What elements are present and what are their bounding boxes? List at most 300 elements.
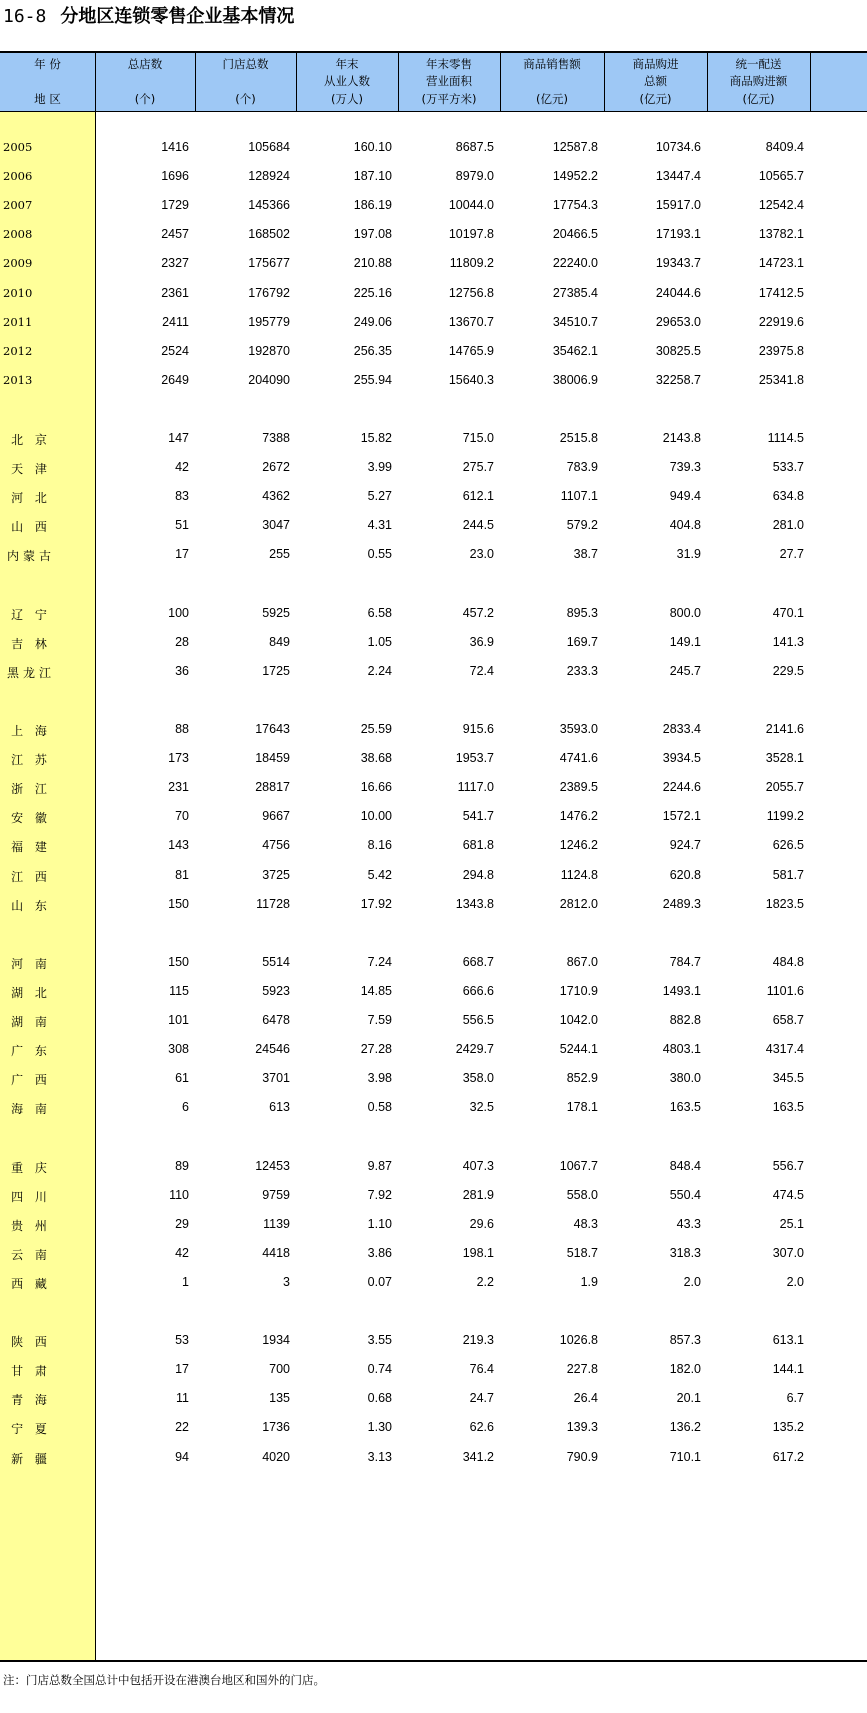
table-cell: 4020: [262, 1449, 290, 1464]
table-cell: 22: [175, 1420, 189, 1435]
table-row: [0, 660, 867, 684]
table-cell: 1.05: [367, 634, 392, 649]
table-cell: 4741.6: [559, 751, 598, 766]
table-cell: 6478: [262, 1013, 290, 1027]
table-cell: 2833.4: [662, 722, 701, 736]
table-row: [0, 514, 867, 538]
table-cell: 19343.7: [655, 256, 701, 271]
table-cell: 32.5: [469, 1100, 494, 1115]
table-cell: 210.88: [353, 256, 392, 271]
region-label: 四 川: [11, 1189, 51, 1204]
table-cell: 42: [175, 1245, 189, 1260]
table-row: [0, 834, 867, 858]
table-cell: 256.35: [353, 343, 392, 358]
region-label: 西 藏: [11, 1276, 51, 1291]
table-cell: 852.9: [566, 1071, 598, 1086]
table-cell: 14723.1: [758, 256, 804, 271]
table-cell: 187.10: [353, 169, 392, 184]
table-cell: 10197.8: [448, 227, 494, 242]
table-cell: 3934.5: [662, 751, 701, 766]
table-cell: 658.7: [772, 1013, 804, 1027]
table-cell: 30825.5: [655, 343, 701, 358]
header-cell: [707, 53, 810, 111]
header-unit-text: (亿元): [742, 92, 775, 106]
table-cell: 3593.0: [559, 722, 598, 736]
table-cell: 739.3: [669, 460, 701, 475]
table-cell: 3.55: [367, 1333, 392, 1348]
table-cell: 147: [168, 431, 189, 445]
table-cell: 2244.6: [662, 780, 701, 795]
table-cell: 139.3: [566, 1420, 598, 1435]
table-cell: 32258.7: [655, 372, 701, 387]
table-cell: 51: [175, 518, 189, 533]
table-row: [0, 194, 867, 218]
table-cell: 5923: [262, 983, 290, 998]
table-cell: 22919.6: [758, 314, 804, 329]
table-cell: 70: [175, 809, 189, 824]
table-cell: 12453: [255, 1158, 290, 1173]
table-cell: 76.4: [469, 1362, 494, 1377]
table-cell: 15640.3: [448, 372, 494, 387]
table-cell: 22240.0: [552, 256, 598, 271]
region-label: 海 南: [11, 1102, 51, 1117]
table-cell: 7388: [262, 431, 290, 445]
table-cell: 72.4: [469, 663, 494, 678]
table-cell: 1572.1: [662, 809, 701, 824]
table-cell: 15.82: [360, 431, 392, 445]
table-cell: 1026.8: [559, 1333, 598, 1348]
header-unit-text: (个): [235, 92, 256, 106]
table-cell: 6.7: [786, 1391, 804, 1406]
table-cell: 2812.0: [559, 896, 598, 911]
table-cell: 195779: [248, 314, 290, 329]
table-cell: 2.24: [367, 663, 392, 678]
table-cell: 4756: [262, 838, 290, 853]
table-cell: 2524: [161, 343, 189, 358]
table-cell: 163.5: [669, 1100, 701, 1115]
column-divider: [195, 53, 196, 111]
table-cell: 2515.8: [559, 431, 598, 445]
header-mid-text: 总额: [644, 74, 667, 88]
table-cell: 145366: [248, 198, 290, 213]
table-row: [0, 951, 867, 975]
table-cell: 233.3: [566, 663, 598, 678]
table-cell: 10734.6: [655, 140, 701, 154]
table-cell: 484.8: [772, 954, 804, 969]
table-cell: 700: [269, 1362, 290, 1377]
table-cell: 186.19: [353, 198, 392, 213]
table-cell: 62.6: [469, 1420, 494, 1435]
table-cell: 105684: [248, 140, 290, 154]
table-row: [0, 165, 867, 189]
table-cell: 613: [269, 1100, 290, 1115]
year-label: 2010: [3, 285, 33, 300]
table-cell: 255.94: [353, 372, 392, 387]
table-cell: 882.8: [669, 1013, 701, 1027]
table-row: [0, 1096, 867, 1120]
table-cell: 135: [269, 1391, 290, 1406]
table-cell: 318.3: [669, 1245, 701, 1260]
table-cell: 783.9: [566, 460, 598, 475]
table-cell: 182.0: [669, 1362, 701, 1377]
table-cell: 2.0: [683, 1274, 701, 1289]
table-cell: 16.66: [360, 780, 392, 795]
table-cell: 38006.9: [552, 372, 598, 387]
table-cell: 848.4: [669, 1158, 701, 1173]
region-label: 北 京: [11, 433, 51, 447]
table-cell: 169.7: [566, 634, 598, 649]
table-cell: 3701: [262, 1071, 290, 1086]
table-cell: 25.1: [779, 1216, 804, 1231]
table-cell: 160.10: [353, 140, 392, 154]
year-label: 2007: [3, 198, 33, 213]
table-cell: 2411: [162, 314, 189, 329]
table-row: [0, 1184, 867, 1208]
table-cell: 470.1: [772, 605, 804, 620]
table-cell: 2.2: [476, 1274, 494, 1289]
header-top-text: 商品购进: [632, 57, 679, 71]
table-cell: 245.7: [669, 663, 701, 678]
table-cell: 17754.3: [552, 198, 598, 213]
table-cell: 255: [269, 547, 290, 562]
table-cell: 27.7: [779, 547, 804, 562]
table-cell: 2389.5: [559, 780, 598, 795]
table-cell: 168502: [248, 227, 290, 242]
table-cell: 1416: [161, 140, 189, 154]
header-cell: [296, 53, 398, 111]
table-cell: 1.30: [367, 1420, 392, 1435]
table-cell: 38.7: [573, 547, 598, 562]
header-region-label: 地 区: [34, 92, 61, 106]
table-cell: 3.13: [367, 1449, 392, 1464]
region-label: 湖 南: [11, 1015, 51, 1029]
table-row: [0, 282, 867, 306]
region-label: 甘 肃: [11, 1364, 51, 1379]
table-cell: 0.68: [367, 1391, 392, 1406]
table-cell: 1725: [262, 663, 290, 678]
table-cell: 581.7: [772, 867, 804, 882]
header-cell: [500, 53, 604, 111]
table-cell: 558.0: [566, 1187, 598, 1202]
table-cell: 1343.8: [455, 896, 494, 911]
table-cell: 579.2: [566, 518, 598, 533]
column-divider: [707, 53, 708, 111]
table-cell: 231: [168, 780, 189, 795]
table-cell: 5244.1: [559, 1042, 598, 1057]
table-cell: 8687.5: [455, 140, 494, 154]
table-title: 分地区连锁零售企业基本情况: [60, 6, 295, 27]
table-cell: 867.0: [566, 954, 598, 969]
table-row: [0, 1329, 867, 1353]
table-cell: 10.00: [360, 809, 392, 824]
table-cell: 6: [182, 1100, 189, 1115]
table-row: [0, 1213, 867, 1237]
table-cell: 163.5: [772, 1100, 804, 1115]
footnote: 注：门店总数全国总计中包括开设在港澳台地区和国外的门店。: [3, 1673, 325, 1687]
region-label: 广 西: [11, 1073, 51, 1088]
table-cell: 924.7: [669, 838, 701, 853]
table-number: 16-8: [3, 6, 47, 27]
header-top-text: 统一配送: [735, 57, 782, 71]
table-cell: 24.7: [469, 1391, 494, 1406]
table-cell: 176792: [248, 285, 290, 300]
region-label: 河 南: [11, 956, 51, 971]
table-cell: 9667: [262, 809, 290, 824]
page-title: [3, 2, 294, 28]
table-cell: 27.28: [360, 1042, 392, 1057]
table-cell: 617.2: [772, 1449, 804, 1464]
table-cell: 550.4: [669, 1187, 701, 1202]
header-top-text: 总店数: [127, 57, 163, 71]
table-cell: 1736: [262, 1420, 290, 1435]
table-cell: 204090: [248, 372, 290, 387]
table-cell: 229.5: [772, 663, 804, 678]
table-cell: 27385.4: [552, 285, 598, 300]
table-row: [0, 311, 867, 335]
table-cell: 3.98: [367, 1071, 392, 1086]
table-row: [0, 1446, 867, 1470]
table-cell: 556.7: [772, 1158, 804, 1173]
table-cell: 178.1: [566, 1100, 598, 1115]
table-row: [0, 369, 867, 393]
table-row: [0, 456, 867, 480]
table-cell: 13782.1: [758, 227, 804, 242]
table-cell: 626.5: [772, 838, 804, 853]
table-row: [0, 631, 867, 655]
table-cell: 0.55: [367, 547, 392, 562]
table-cell: 2489.3: [662, 896, 701, 911]
table-cell: 29: [175, 1216, 189, 1231]
table-cell: 790.9: [566, 1449, 598, 1464]
table-cell: 281.9: [462, 1187, 494, 1202]
column-divider: [398, 53, 399, 111]
table-row: [0, 427, 867, 451]
header-cell: [398, 53, 500, 111]
table-cell: 5925: [262, 605, 290, 620]
column-divider: [500, 53, 501, 111]
table-cell: 12542.4: [758, 198, 804, 213]
table-cell: 17.92: [360, 896, 392, 911]
table-cell: 915.6: [462, 722, 494, 736]
header-mid-text: 从业人数: [324, 74, 370, 88]
table-cell: 5514: [262, 954, 290, 969]
table-cell: 7.92: [367, 1187, 392, 1202]
table-cell: 25341.8: [758, 372, 804, 387]
table-cell: 2.0: [786, 1274, 804, 1289]
region-label: 上 海: [11, 724, 51, 738]
table-cell: 407.3: [462, 1158, 494, 1173]
table-cell: 24044.6: [655, 285, 701, 300]
table-cell: 83: [175, 489, 189, 504]
table-row: [0, 602, 867, 626]
table-cell: 227.8: [566, 1362, 598, 1377]
table-cell: 1: [182, 1274, 189, 1289]
region-label: 浙 江: [11, 782, 51, 797]
year-label: 2012: [3, 343, 33, 358]
year-label: 2006: [3, 169, 33, 184]
table-row: [0, 1067, 867, 1091]
table-cell: 294.8: [462, 867, 494, 882]
table-row: [0, 980, 867, 1004]
table-cell: 308: [168, 1042, 189, 1057]
table-cell: 150: [168, 896, 189, 911]
table-cell: 53: [175, 1333, 189, 1348]
table-cell: 173: [168, 751, 189, 766]
header-year-label: 年 份: [34, 57, 61, 71]
table-cell: 1729: [161, 198, 189, 213]
table-cell: 17643: [255, 722, 290, 736]
column-divider: [604, 53, 605, 111]
header-top-text: 年末: [335, 57, 359, 71]
header-top-text: 年末零售: [426, 57, 472, 71]
table-cell: 18459: [255, 751, 290, 766]
table-cell: 612.1: [462, 489, 494, 504]
table-cell: 857.3: [669, 1333, 701, 1348]
table-row: [0, 340, 867, 364]
region-label: 贵 州: [11, 1218, 51, 1233]
table-cell: 895.3: [566, 605, 598, 620]
table-cell: 404.8: [669, 518, 701, 533]
table-cell: 11809.2: [449, 256, 494, 271]
table-cell: 1042.0: [559, 1013, 598, 1027]
table-cell: 225.16: [353, 285, 392, 300]
table-row: [0, 747, 867, 771]
region-label: 湖 北: [11, 985, 51, 1000]
table-cell: 800.0: [669, 605, 701, 620]
table-cell: 2649: [161, 372, 189, 387]
header-year-region: [0, 53, 95, 111]
table-cell: 25.59: [360, 722, 392, 736]
header-cell: [604, 53, 707, 111]
table-row: [0, 1271, 867, 1295]
region-label: 安 徽: [11, 811, 51, 826]
table-cell: 20.1: [676, 1391, 701, 1406]
header-unit-text: (万人): [331, 92, 363, 106]
table-cell: 29653.0: [655, 314, 701, 329]
table-cell: 0.74: [367, 1362, 392, 1377]
table-row: [0, 718, 867, 742]
table-cell: 7.24: [367, 954, 392, 969]
header-mid-text: 商品购进额: [729, 74, 788, 88]
region-label: 新 疆: [11, 1451, 51, 1466]
table-cell: 38.68: [360, 751, 392, 766]
table-cell: 136.2: [669, 1420, 701, 1435]
year-label: 2005: [3, 140, 33, 154]
table-row: [0, 1038, 867, 1062]
region-label: 广 东: [11, 1044, 51, 1059]
table-row: [0, 1387, 867, 1411]
table-cell: 88: [175, 722, 189, 736]
table-row: [0, 1358, 867, 1382]
table-cell: 29.6: [469, 1216, 494, 1231]
table-cell: 5.42: [367, 867, 392, 882]
table-cell: 192870: [248, 343, 290, 358]
table-cell: 2143.8: [662, 431, 701, 445]
table-cell: 14765.9: [448, 343, 494, 358]
table-cell: 14.85: [360, 983, 392, 998]
table-cell: 43.3: [676, 1216, 701, 1231]
table-row: [0, 893, 867, 917]
table-cell: 1124.8: [560, 867, 598, 882]
region-label: 云 南: [11, 1247, 51, 1262]
header-mid-text: 营业面积: [426, 74, 472, 88]
region-label: 山 西: [11, 520, 51, 535]
table-cell: 784.7: [669, 954, 701, 969]
table-cell: 17: [175, 1362, 189, 1377]
table-cell: 13670.7: [448, 314, 494, 329]
table-cell: 1493.1: [662, 983, 701, 998]
table-cell: 149.1: [669, 634, 701, 649]
table-cell: 518.7: [566, 1245, 598, 1260]
table-cell: 3: [283, 1274, 290, 1289]
table-cell: 2672: [262, 460, 290, 475]
region-label: 辽 宁: [11, 607, 51, 622]
table-row: [0, 1242, 867, 1266]
table-cell: 281.0: [772, 518, 804, 533]
table-cell: 668.7: [462, 954, 494, 969]
table-cell: 380.0: [669, 1071, 701, 1086]
table-cell: 1823.5: [765, 896, 804, 911]
table-cell: 28: [175, 634, 189, 649]
table-cell: 1246.2: [559, 838, 598, 853]
table-cell: 36.9: [469, 634, 494, 649]
table-cell: 5.27: [367, 489, 392, 504]
table-row: [0, 252, 867, 276]
bottom-rule: [0, 1660, 867, 1662]
table-cell: 101: [168, 1013, 189, 1027]
region-label: 内蒙古: [6, 549, 55, 564]
table-cell: 23.0: [469, 547, 494, 562]
table-cell: 4803.1: [662, 1042, 701, 1057]
table-cell: 1476.2: [559, 809, 598, 824]
table-cell: 2429.7: [455, 1042, 494, 1057]
table-cell: 17: [175, 547, 189, 562]
table-cell: 61: [175, 1071, 189, 1086]
table-cell: 457.2: [462, 605, 494, 620]
header-top-text: 商品销售额: [523, 57, 581, 71]
region-label: 江 苏: [11, 753, 51, 768]
year-label: 2011: [3, 314, 33, 329]
table-cell: 2141.6: [765, 722, 804, 736]
table-cell: 1117.0: [457, 780, 494, 795]
table-cell: 3.99: [367, 460, 392, 475]
table-cell: 1.9: [580, 1274, 598, 1289]
table-cell: 17412.5: [758, 285, 804, 300]
table-cell: 1.10: [367, 1216, 392, 1231]
table-cell: 2361: [161, 285, 189, 300]
table-cell: 0.07: [367, 1274, 392, 1289]
table-row: [0, 223, 867, 247]
table-cell: 7.59: [367, 1013, 392, 1027]
header-unit-text: (亿元): [536, 92, 568, 106]
table-cell: 1114.5: [767, 431, 804, 445]
table-cell: 1067.7: [559, 1158, 598, 1173]
table-cell: 26.4: [573, 1391, 598, 1406]
table-row: [0, 485, 867, 509]
table-cell: 710.1: [669, 1449, 701, 1464]
table-cell: 4418: [262, 1245, 290, 1260]
region-label: 福 建: [11, 840, 51, 855]
region-label: 宁 夏: [11, 1422, 51, 1437]
table-cell: 249.06: [353, 314, 392, 329]
region-label: 吉 林: [11, 636, 51, 651]
table-cell: 8409.4: [765, 140, 804, 154]
table-cell: 89: [175, 1158, 189, 1173]
table-cell: 358.0: [462, 1071, 494, 1086]
table-cell: 175677: [248, 256, 290, 271]
region-label: 黑龙江: [6, 665, 55, 680]
table-row: [0, 543, 867, 567]
